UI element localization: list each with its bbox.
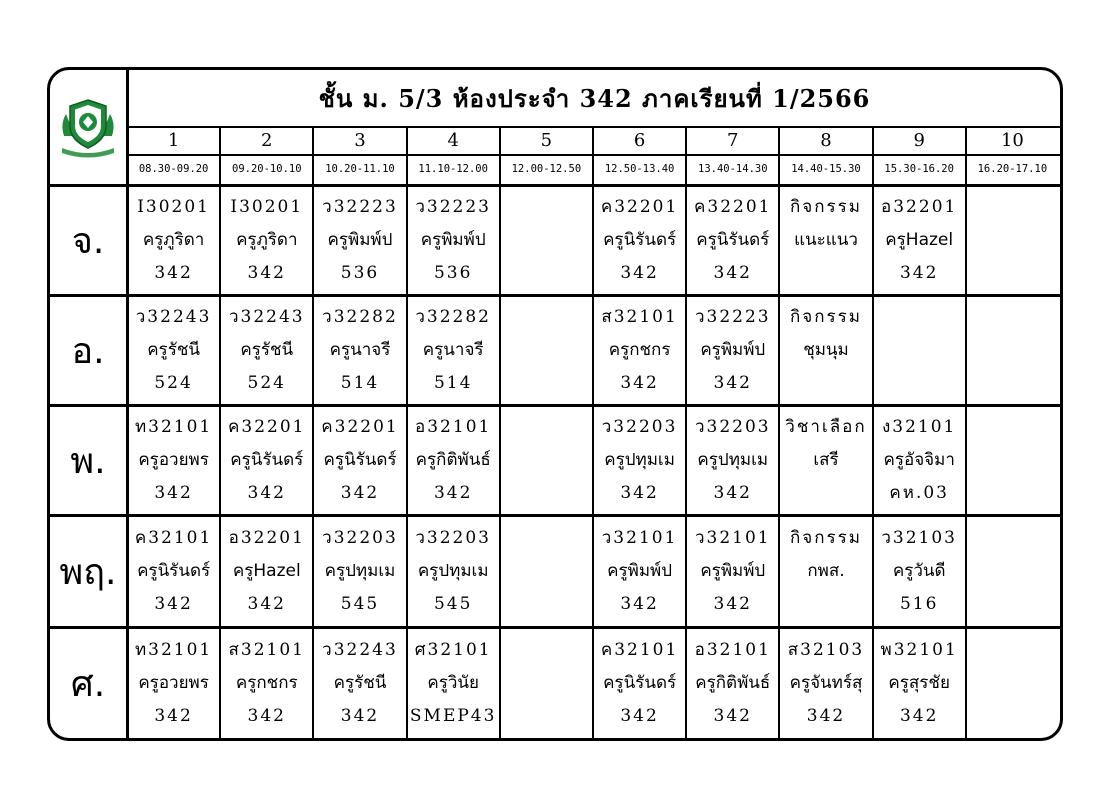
subject-code: อ32101 [415, 417, 492, 437]
subject-code: ว32243 [228, 307, 305, 327]
subject-code [967, 191, 1058, 224]
timetable-cell [314, 629, 405, 738]
teacher-name: ครูพิมพ์ป [700, 561, 766, 581]
subject-code: ท32101 [134, 417, 213, 437]
room-number: 342 [154, 483, 193, 503]
subject-code: ค32101 [600, 640, 679, 660]
teacher-name: ครูปทุมเม [604, 450, 675, 470]
room-number [501, 700, 592, 733]
timetable-cell [874, 187, 965, 294]
teacher-name: ครูรัชนี [147, 340, 200, 360]
room-number [501, 257, 592, 290]
timetable-cell [501, 517, 592, 626]
timetable-cell [780, 517, 871, 626]
teacher-name: ครูนิรันดร์ [137, 561, 211, 581]
room-number: 342 [154, 706, 193, 726]
timetable-cell [408, 407, 499, 514]
teacher-name [501, 667, 592, 700]
timetable-cell [687, 187, 778, 294]
teacher-name: ครูกชกร [608, 340, 671, 360]
timetable-cell [314, 407, 405, 514]
timetable-cell [408, 629, 499, 738]
teacher-name [967, 667, 1058, 700]
teacher-name: ครูนาจรี [329, 340, 391, 360]
period-time: 09.20-10.10 [232, 163, 302, 175]
subject-code [501, 191, 592, 224]
subject-code [967, 522, 1058, 555]
teacher-name [967, 555, 1058, 588]
timetable-cell [128, 297, 219, 404]
subject-code [501, 301, 592, 334]
room-number: 536 [340, 263, 380, 283]
period-number: 1 [167, 130, 180, 151]
subject-code: ว32223 [415, 197, 491, 217]
subject-code: ส32101 [601, 307, 678, 327]
timetable-cell [780, 629, 871, 738]
teacher-name: กพส. [807, 561, 845, 581]
period-number: 6 [633, 130, 646, 151]
subject-code: ว32243 [135, 307, 212, 327]
teacher-name: ครูHazel [885, 230, 954, 250]
period-number: 5 [540, 130, 553, 151]
timetable-cell [221, 187, 312, 294]
subject-code: ค32201 [694, 197, 772, 217]
room-number [780, 477, 871, 510]
timetable-cell [874, 629, 965, 738]
teacher-name: เสรี [813, 450, 839, 470]
timetable-cell [687, 407, 778, 514]
room-number: 342 [247, 483, 286, 503]
timetable-cell [408, 297, 499, 404]
timetable-cell [967, 187, 1058, 294]
period-time: 16.20-17.10 [977, 163, 1048, 175]
room-number [967, 477, 1058, 510]
day-label: จ. [71, 221, 105, 262]
day-label: อ. [71, 331, 105, 372]
teacher-name [967, 224, 1058, 257]
room-number: 342 [713, 594, 752, 614]
teacher-name: ครูวินัย [427, 673, 479, 693]
teacher-name: ครูรัชนี [333, 673, 387, 693]
teacher-name: ครูพิมพ์ป [327, 230, 393, 250]
teacher-name [967, 334, 1058, 367]
teacher-name [501, 444, 592, 477]
subject-code: ค32101 [134, 528, 213, 548]
room-number: 342 [620, 483, 659, 503]
teacher-name: ครูสุรชัย [888, 673, 950, 693]
period-number: 10 [1000, 130, 1024, 151]
period-number: 9 [913, 130, 925, 151]
timetable-cell [501, 407, 592, 514]
room-number: SMEP43 [409, 706, 497, 726]
subject-code: วิชาเลือก [785, 417, 867, 437]
subject-code: ส32101 [228, 640, 306, 660]
room-number: 342 [340, 706, 380, 726]
subject-code: ว32103 [881, 528, 957, 548]
subject-code [967, 634, 1058, 667]
teacher-name: ครูนิรันดร์ [603, 673, 677, 693]
subject-code: กิจกรรม [789, 307, 862, 327]
period-time: 12.50-13.40 [604, 163, 675, 175]
subject-code [967, 301, 1058, 334]
teacher-name: ครูวันดี [892, 561, 946, 581]
timetable-cell [780, 407, 871, 514]
room-number [967, 700, 1058, 733]
subject-code: ว32203 [694, 417, 771, 437]
subject-code: ว32282 [322, 307, 398, 327]
subject-code: ว32203 [415, 528, 491, 548]
subject-code: ง32101 [881, 417, 957, 437]
timetable-cell [314, 187, 405, 294]
subject-code: ว32101 [601, 528, 678, 548]
teacher-name: ครูอวยพร [138, 450, 209, 470]
room-number [967, 257, 1058, 290]
teacher-name: ครูอัจจิมา [883, 450, 955, 470]
teacher-name: ครูกิติพันธ์ [695, 673, 771, 693]
subject-code: ว32101 [694, 528, 771, 548]
timetable-cell [594, 517, 685, 626]
timetable-cell [501, 187, 592, 294]
room-number: 342 [620, 263, 659, 283]
room-number: 516 [899, 594, 939, 614]
period-time: 15.30-16.20 [884, 163, 954, 175]
room-number: 342 [713, 483, 752, 503]
room-number: 342 [247, 706, 286, 726]
timetable-cell [687, 629, 778, 738]
room-number: 514 [340, 373, 380, 393]
period-number: 8 [820, 130, 832, 151]
day-label: พ. [70, 441, 106, 482]
period-number: 7 [727, 130, 739, 151]
timetable-cell [408, 187, 499, 294]
teacher-name: ครูปทุมเม [697, 450, 769, 470]
timetable-cell [874, 407, 965, 514]
room-number [874, 367, 965, 400]
room-number: 342 [247, 263, 286, 283]
room-number: 342 [899, 263, 939, 283]
teacher-name: ครูอวยพร [138, 673, 209, 693]
subject-code: พ32101 [880, 640, 958, 660]
teacher-name: ครูพิมพ์ป [607, 561, 673, 581]
teacher-name: ครูนิรันดร์ [603, 230, 677, 250]
room-number: 342 [154, 594, 193, 614]
teacher-name: ชุมนุม [803, 340, 849, 360]
timetable-cell [128, 517, 219, 626]
room-number [780, 588, 871, 621]
teacher-name: ครูรัชนี [240, 340, 294, 360]
timetable-cell [128, 407, 219, 514]
timetable-cell [221, 297, 312, 404]
period-number: 3 [354, 130, 366, 151]
subject-code: ว32243 [322, 640, 398, 660]
timetable-cell [594, 407, 685, 514]
timetable-cell [314, 297, 405, 404]
timetable-cell [967, 297, 1058, 404]
timetable-cell [874, 517, 965, 626]
timetable-cell [874, 297, 965, 404]
room-number: 524 [154, 373, 193, 393]
subject-code: ค32201 [321, 417, 399, 437]
room-number [780, 257, 871, 290]
timetable-cell [594, 629, 685, 738]
subject-code [501, 522, 592, 555]
subject-code: ว32203 [322, 528, 398, 548]
timetable-cell [501, 297, 592, 404]
subject-code: ว32282 [415, 307, 491, 327]
room-number: 342 [806, 706, 846, 726]
room-number: 342 [713, 263, 752, 283]
subject-code [967, 411, 1058, 444]
period-time: 14.40-15.30 [791, 163, 861, 175]
room-number [501, 588, 592, 621]
timetable-frame [47, 67, 1063, 741]
period-time: 08.30-09.20 [138, 163, 209, 175]
room-number: 342 [713, 373, 752, 393]
day-label: ศ. [70, 664, 106, 705]
subject-code: ค32201 [600, 197, 679, 217]
timetable-cell [594, 297, 685, 404]
subject-code: กิจกรรม [789, 528, 862, 548]
room-number [780, 367, 871, 400]
teacher-name [501, 334, 592, 367]
teacher-name: ครูนาจรี [422, 340, 484, 360]
day-label: พฤ. [59, 552, 117, 593]
timetable-cell [408, 517, 499, 626]
subject-code: ว32223 [322, 197, 398, 217]
timetable-cell [967, 629, 1058, 738]
teacher-name: ครูปทุมเม [324, 561, 396, 581]
teacher-name: ครูภูริดา [236, 230, 298, 250]
teacher-name: แนะแนว [794, 230, 858, 250]
timetable-cell [594, 187, 685, 294]
timetable-cell [221, 629, 312, 738]
room-number: 524 [247, 373, 286, 393]
room-number: 342 [899, 706, 939, 726]
teacher-name [501, 555, 592, 588]
timetable-cell [314, 517, 405, 626]
timetable-cell [967, 407, 1058, 514]
teacher-name: ครูนิรันดร์ [323, 450, 397, 470]
room-number: คห.03 [889, 483, 949, 503]
period-time: 12.00-12.50 [511, 163, 582, 175]
timetable-cell [128, 187, 219, 294]
teacher-name: ครูจันทร์สุ [789, 673, 863, 693]
teacher-name: ครูปทุมเม [417, 561, 489, 581]
timetable-cell [128, 629, 219, 738]
teacher-name [967, 444, 1058, 477]
timetable-cell [501, 629, 592, 738]
timetable-cell [687, 517, 778, 626]
timetable-cell [687, 297, 778, 404]
teacher-name: ครูพิมพ์ป [700, 340, 766, 360]
room-number: 342 [154, 263, 193, 283]
room-number: 514 [433, 373, 473, 393]
room-number [501, 367, 592, 400]
subject-code: อ32101 [694, 640, 771, 660]
teacher-name: ครูภูริดา [142, 230, 205, 250]
school-logo [50, 70, 126, 184]
school-emblem-icon [56, 96, 120, 158]
timetable-cell [967, 517, 1058, 626]
room-number: 342 [620, 373, 659, 393]
subject-code [501, 634, 592, 667]
subject-code: ว32203 [601, 417, 678, 437]
timetable-cell [780, 297, 871, 404]
teacher-name: ครูนิรันดร์ [696, 230, 770, 250]
teacher-name: ครูพิมพ์ป [420, 230, 486, 250]
room-number: 342 [620, 706, 659, 726]
subject-code: อ32201 [228, 528, 305, 548]
room-number: 342 [340, 483, 380, 503]
page-title: ชั้น ม. 5/3 ห้องประจำ 342 ภาคเรียนที่ 1/2566 [318, 83, 871, 113]
period-time: 10.20-11.10 [325, 163, 395, 175]
room-number [967, 367, 1058, 400]
period-time: 13.40-14.30 [698, 163, 768, 175]
period-number: 4 [447, 130, 459, 151]
subject-code: อ32201 [881, 197, 958, 217]
teacher-name: ครูHazel [232, 561, 301, 581]
timetable-cell [221, 517, 312, 626]
teacher-name [874, 334, 965, 367]
timetable-cell [221, 407, 312, 514]
teacher-name: ครูกชกร [235, 673, 298, 693]
room-number: 342 [713, 706, 752, 726]
room-number [501, 477, 592, 510]
subject-code: ว32223 [694, 307, 771, 327]
room-number: 342 [433, 483, 473, 503]
subject-code: ค32201 [228, 417, 306, 437]
teacher-name: ครูกิติพันธ์ [415, 450, 491, 470]
subject-code: ส32103 [787, 640, 865, 660]
room-number [967, 588, 1058, 621]
subject-code: I30201 [137, 197, 210, 217]
subject-code [874, 301, 965, 334]
timetable-cell [780, 187, 871, 294]
subject-code: ท32101 [134, 640, 213, 660]
room-number: 342 [247, 594, 286, 614]
period-time: 11.10-12.00 [418, 163, 488, 175]
room-number: 545 [433, 594, 473, 614]
teacher-name: ครูนิรันดร์ [230, 450, 304, 470]
subject-code [501, 411, 592, 444]
subject-code: ศ32101 [414, 640, 492, 660]
room-number: 342 [620, 594, 659, 614]
room-number: 536 [433, 263, 473, 283]
subject-code: I30201 [230, 197, 304, 217]
room-number: 545 [340, 594, 380, 614]
subject-code: กิจกรรม [789, 197, 862, 217]
teacher-name [501, 224, 592, 257]
period-number: 2 [261, 130, 273, 151]
